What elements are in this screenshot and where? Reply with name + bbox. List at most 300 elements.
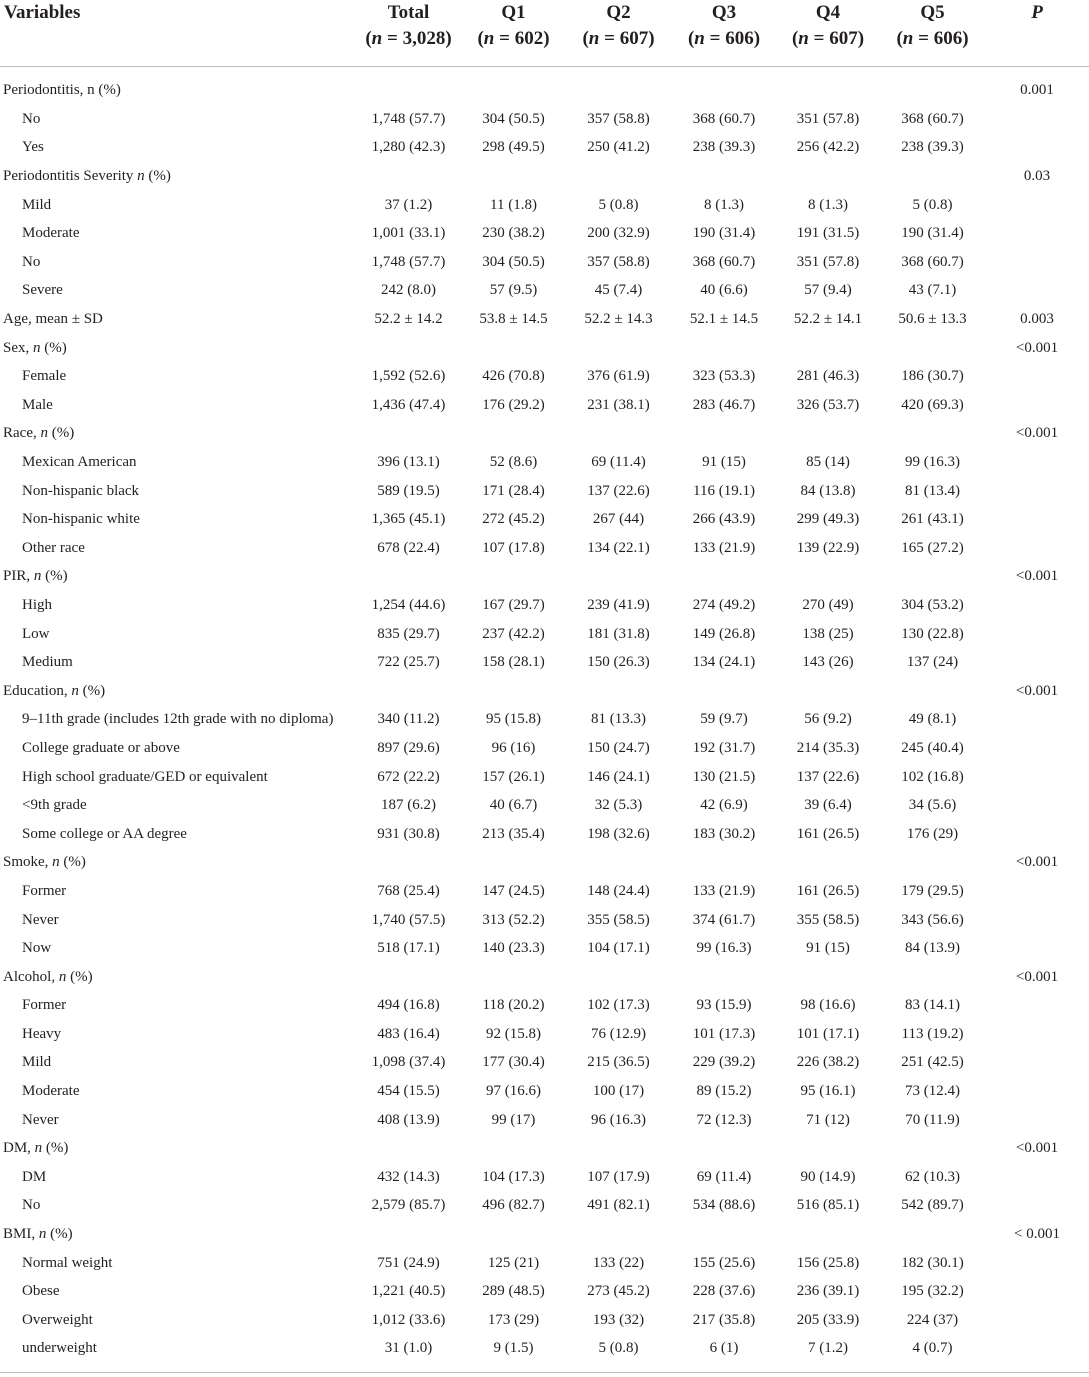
cell-value: 368 (60.7) [692, 110, 756, 127]
cell-value: 70 (11.9) [905, 1111, 960, 1128]
cell-value [880, 162, 985, 191]
cell-p-value: <0.001 [1015, 968, 1059, 985]
cell-p-value [985, 648, 1089, 677]
row-label-text: High school graduate/GED or equivalent [22, 768, 268, 785]
table-row [0, 477, 1089, 506]
cell-value: 230 (38.2) [482, 225, 545, 242]
cell-value [776, 1220, 880, 1249]
cell-value: 134 (24.1) [692, 654, 756, 671]
row-label [0, 677, 355, 706]
cell-value: 357 (58.8) [587, 110, 650, 127]
header-q2: Q2 (n = 607) [565, 0, 672, 66]
table-row [0, 1249, 1089, 1278]
cell-value: 155 (25.6) [692, 1254, 756, 1271]
cell-value: 76 (12.9) [591, 1025, 646, 1042]
table-group-row [0, 1134, 1089, 1163]
cell-value: 213 (35.4) [482, 825, 545, 842]
header-q1-name: Q1 [501, 2, 526, 23]
cell-value: 72 (12.3) [696, 1111, 752, 1128]
header-p [985, 0, 1089, 66]
cell-value: 191 (31.5) [796, 225, 860, 242]
table-body [0, 66, 1089, 1363]
row-label [0, 248, 355, 277]
row-label [0, 105, 355, 134]
row-label [0, 1277, 355, 1306]
row-label-text: Alcohol, [3, 968, 56, 985]
cell-value [672, 1134, 776, 1163]
row-label-n: n [33, 339, 41, 356]
row-label-text: College graduate or above [22, 739, 180, 756]
cell-p-value [985, 763, 1089, 792]
cell-p-value [985, 1192, 1089, 1221]
cell-value: 494 (16.8) [377, 997, 440, 1014]
table-row [0, 534, 1089, 563]
cell-value: 167 (29.7) [482, 596, 545, 613]
cell-value [462, 334, 565, 363]
cell-value: 205 (33.9) [796, 1311, 860, 1328]
spacer-row [0, 66, 1089, 77]
header-q4-n: 607 [829, 28, 858, 49]
cell-value [355, 963, 462, 992]
cell-value: 40 (6.7) [489, 797, 538, 814]
row-label-n: n [58, 968, 67, 985]
cell-value: 1,221 (40.5) [371, 1283, 446, 1300]
cell-value: 71 (12) [806, 1111, 850, 1128]
row-label-text: Female [22, 368, 67, 385]
cell-value: 236 (39.1) [796, 1283, 860, 1300]
cell-p-value: 0.03 [1023, 168, 1051, 185]
cell-value: 1,012 (33.6) [371, 1311, 446, 1328]
row-label-text: Age, mean ± SD [3, 311, 103, 328]
cell-value [462, 563, 565, 592]
cell-value: 95 (15.8) [486, 711, 541, 728]
header-q4-name: Q4 [815, 2, 841, 23]
cell-value: 137 (24) [906, 654, 959, 671]
table-row [0, 448, 1089, 477]
cell-value: 242 (8.0) [381, 282, 436, 299]
cell-value: 238 (39.3) [901, 139, 964, 156]
row-label [0, 134, 355, 163]
cell-value [776, 849, 880, 878]
cell-value: 5 (0.8) [598, 1340, 639, 1357]
cell-value: 231 (38.1) [587, 396, 650, 413]
table-row [0, 992, 1089, 1021]
cell-value: 190 (31.4) [692, 225, 756, 242]
cell-value: 52.2 ± 14.1 [793, 311, 863, 328]
row-label-suffix: (%) [70, 968, 93, 985]
cell-value: 1,592 (52.6) [371, 368, 446, 385]
cell-value [776, 677, 880, 706]
cell-value [355, 1134, 462, 1163]
cell-value: 355 (58.5) [587, 911, 650, 928]
cell-value: 408 (13.9) [377, 1111, 440, 1128]
header-total-n: 3,028 [402, 28, 446, 49]
cell-value: 130 (22.8) [901, 625, 964, 642]
row-label [0, 162, 355, 191]
cell-value [672, 963, 776, 992]
row-label [0, 992, 355, 1021]
row-label [0, 219, 355, 248]
row-label [0, 191, 355, 220]
cell-value [880, 77, 985, 106]
cell-value [462, 77, 565, 106]
cell-value: 304 (50.5) [482, 110, 545, 127]
cell-value: 176 (29) [906, 825, 959, 842]
table-row [0, 1306, 1089, 1335]
row-label [0, 420, 355, 449]
cell-value: 89 (15.2) [696, 1083, 752, 1100]
cell-value: 107 (17.8) [482, 539, 545, 556]
cell-value: 534 (88.6) [692, 1197, 756, 1214]
cell-value: 182 (30.1) [901, 1254, 964, 1271]
row-label [0, 505, 355, 534]
table-group-row [0, 563, 1089, 592]
cell-value [355, 849, 462, 878]
cell-value: 133 (21.9) [692, 882, 756, 899]
cell-value [355, 563, 462, 592]
row-label-suffix: (%) [45, 1140, 69, 1157]
cell-value: 1,748 (57.7) [371, 253, 446, 270]
cell-value [880, 849, 985, 878]
row-label-suffix: (%) [63, 854, 86, 871]
cell-p-value [985, 448, 1089, 477]
cell-value: 52.2 ± 14.3 [584, 311, 653, 328]
cell-p-value [985, 992, 1089, 1021]
row-label-text: Male [22, 396, 53, 413]
cell-value: 454 (15.5) [377, 1083, 440, 1100]
cell-p-value [985, 591, 1089, 620]
header-q2-name: Q2 [606, 2, 631, 23]
cell-p-value [985, 391, 1089, 420]
cell-value [565, 849, 672, 878]
cell-value: 139 (22.9) [796, 539, 860, 556]
cell-p-value [985, 105, 1089, 134]
cell-value: 73 (12.4) [905, 1083, 960, 1100]
cell-p-value [985, 1163, 1089, 1192]
table-row [0, 620, 1089, 649]
cell-value [880, 963, 985, 992]
cell-value: 49 (8.1) [908, 711, 957, 728]
row-label-text: Yes [22, 139, 44, 156]
cell-value [672, 563, 776, 592]
row-label [0, 648, 355, 677]
row-label [0, 906, 355, 935]
cell-value: 190 (31.4) [901, 225, 964, 242]
cell-p-value [985, 1020, 1089, 1049]
cell-value [565, 963, 672, 992]
row-label-text: DM [22, 1168, 47, 1185]
cell-value: 266 (43.9) [692, 511, 756, 528]
row-label-suffix: (%) [51, 425, 75, 442]
row-label [0, 391, 355, 420]
row-label-text: BMI, [3, 1226, 36, 1243]
cell-value: 84 (13.8) [800, 482, 856, 499]
cell-value [462, 1134, 565, 1163]
cell-value: 102 (16.8) [901, 768, 964, 785]
cell-value [672, 1220, 776, 1249]
row-label-text: Overweight [22, 1311, 93, 1328]
header-total-name: Total [387, 2, 430, 23]
cell-value: 1,748 (57.7) [371, 110, 446, 127]
row-label-text: No [22, 110, 41, 127]
table-group-row [0, 963, 1089, 992]
cell-value: 118 (20.2) [482, 997, 545, 1014]
cell-value: 1,740 (57.5) [371, 911, 446, 928]
table-row [0, 1077, 1089, 1106]
row-label [0, 1106, 355, 1135]
table-row [0, 877, 1089, 906]
header-q4: Q4 (n = 607) [776, 0, 880, 66]
cell-value: 5 (0.8) [912, 196, 953, 213]
row-label-text: Sex, [3, 339, 30, 356]
cell-value: 57 (9.4) [804, 282, 852, 299]
cell-value: 355 (58.5) [796, 911, 860, 928]
row-label-text: Former [22, 997, 67, 1014]
cell-value [880, 563, 985, 592]
row-label [0, 706, 355, 735]
cell-p-value: <0.001 [1015, 339, 1059, 356]
cell-value: 238 (39.3) [692, 139, 756, 156]
cell-value: 1,098 (37.4) [371, 1054, 446, 1071]
row-label-text: Education, [3, 682, 68, 699]
cell-value: 283 (46.7) [692, 396, 756, 413]
cell-value [776, 563, 880, 592]
table-row [0, 1335, 1089, 1364]
cell-value: 722 (25.7) [377, 654, 440, 671]
table-row [0, 362, 1089, 391]
row-label [0, 934, 355, 963]
cell-p-value [985, 1077, 1089, 1106]
cell-value: 250 (41.2) [587, 139, 650, 156]
cell-value: 101 (17.1) [796, 1025, 860, 1042]
row-label-text: underweight [22, 1340, 97, 1357]
cell-value: 137 (22.6) [587, 482, 650, 499]
cell-value: 217 (35.8) [692, 1311, 756, 1328]
cell-value: 187 (6.2) [381, 797, 436, 814]
cell-value: 768 (25.4) [377, 882, 440, 899]
cell-p-value [985, 219, 1089, 248]
cell-value: 173 (29) [487, 1311, 540, 1328]
row-label [0, 1249, 355, 1278]
table-row [0, 391, 1089, 420]
row-label [0, 1163, 355, 1192]
row-label [0, 77, 355, 106]
header-q1-n: 602 [514, 28, 544, 49]
row-label [0, 763, 355, 792]
cell-p-value [985, 1106, 1089, 1135]
cell-value: 7 (1.2) [808, 1340, 848, 1357]
cell-value: 589 (19.5) [377, 482, 440, 499]
cell-value: 1,254 (44.6) [371, 596, 446, 613]
cell-value [672, 849, 776, 878]
cell-value: 53.8 ± 14.5 [479, 311, 548, 328]
cell-value [565, 334, 672, 363]
cell-value [355, 1220, 462, 1249]
cell-value: 116 (19.1) [693, 482, 755, 499]
cell-value: 39 (6.4) [804, 797, 852, 814]
cell-p-value [985, 877, 1089, 906]
cell-value: 147 (24.5) [482, 882, 545, 899]
cell-value: 239 (41.9) [587, 596, 650, 613]
cell-value: 50.6 ± 13.3 [898, 311, 967, 328]
cell-value: 99 (17) [491, 1111, 536, 1128]
row-label [0, 877, 355, 906]
cell-value: 304 (50.5) [482, 253, 545, 270]
table-row [0, 248, 1089, 277]
cell-p-value [985, 791, 1089, 820]
cell-value: 270 (49) [802, 596, 854, 613]
cell-value: 351 (57.8) [796, 253, 860, 270]
cell-p-value [985, 191, 1089, 220]
cell-value: 229 (39.2) [692, 1054, 756, 1071]
cell-value: 357 (58.8) [587, 253, 650, 270]
cell-value: 113 (19.2) [901, 1025, 964, 1042]
cell-value: 1,436 (47.4) [371, 396, 446, 413]
cell-value: 91 (15) [806, 940, 850, 957]
row-label-text: Never [22, 1111, 59, 1128]
cell-p-value: < 0.001 [1014, 1226, 1060, 1243]
cell-p-value [985, 134, 1089, 163]
cell-value: 483 (16.4) [377, 1025, 440, 1042]
cell-value: 897 (29.6) [377, 739, 440, 756]
table-row [0, 734, 1089, 763]
cell-p-value: <0.001 [1015, 1140, 1059, 1157]
cell-p-value [985, 277, 1089, 306]
cell-value [672, 420, 776, 449]
row-label [0, 820, 355, 849]
cell-p-value: <0.001 [1015, 425, 1059, 442]
row-label-text: DM, [3, 1140, 31, 1157]
bottom-rule [0, 1372, 1089, 1373]
cell-p-value [985, 505, 1089, 534]
cell-value: 69 (11.4) [696, 1168, 752, 1185]
cell-value: 133 (21.9) [692, 539, 756, 556]
cell-value: 99 (16.3) [696, 940, 752, 957]
cell-value: 90 (14.9) [800, 1168, 856, 1185]
cell-value [776, 1134, 880, 1163]
cell-value: 518 (17.1) [377, 940, 440, 957]
row-label [0, 362, 355, 391]
cell-value [880, 334, 985, 363]
cell-value: 98 (16.6) [800, 997, 856, 1014]
cell-value: 9 (1.5) [493, 1340, 534, 1357]
table-row [0, 1192, 1089, 1221]
cell-value: 343 (56.6) [901, 911, 964, 928]
cell-value: 85 (14) [806, 454, 850, 471]
cell-value: 313 (52.2) [482, 911, 545, 928]
table-row [0, 791, 1089, 820]
row-label-n: n [137, 168, 145, 185]
header-q5-n: 606 [933, 28, 963, 49]
cell-value: 161 (26.5) [796, 882, 860, 899]
row-label [0, 791, 355, 820]
cell-p-value [985, 1249, 1089, 1278]
table-group-row [0, 420, 1089, 449]
header-q2-n: 607 [619, 28, 649, 49]
cell-value [462, 420, 565, 449]
cell-value [565, 677, 672, 706]
cell-value: 57 (9.5) [489, 282, 538, 299]
cell-value: 8 (1.3) [808, 196, 848, 213]
row-label-n: n [33, 568, 42, 585]
row-label-text: No [22, 1197, 41, 1214]
cell-value [565, 77, 672, 106]
row-label [0, 534, 355, 563]
row-label [0, 448, 355, 477]
cell-value: 150 (26.3) [587, 654, 650, 671]
row-label [0, 305, 355, 334]
cell-value: 274 (49.2) [692, 596, 756, 613]
cell-value [776, 77, 880, 106]
row-label-text: Former [22, 882, 67, 899]
cell-p-value [985, 1277, 1089, 1306]
cell-value: 298 (49.5) [482, 139, 545, 156]
cell-value [462, 677, 565, 706]
cell-value [565, 1220, 672, 1249]
cell-value: 273 (45.2) [587, 1283, 650, 1300]
cell-value [462, 1220, 565, 1249]
row-label-text: Heavy [22, 1025, 62, 1042]
table-row [0, 277, 1089, 306]
cell-value: 272 (45.2) [482, 511, 545, 528]
cell-value: 97 (16.6) [486, 1083, 541, 1100]
cell-value: 133 (22) [592, 1254, 645, 1271]
row-label-text: Periodontitis Severity [3, 168, 134, 185]
cell-value: 34 (5.6) [908, 797, 957, 814]
cell-value: 156 (25.8) [796, 1254, 860, 1271]
header-variables: Variables [0, 0, 355, 66]
table-group-row [0, 334, 1089, 363]
cell-value: 251 (42.5) [901, 1054, 964, 1071]
cell-value: 149 (26.8) [692, 625, 756, 642]
cell-value: 62 (10.3) [905, 1168, 960, 1185]
table-row [0, 1163, 1089, 1192]
cell-value: 672 (22.2) [377, 768, 440, 785]
row-label-text: Low [22, 625, 50, 642]
cell-value: 107 (17.9) [587, 1168, 650, 1185]
cell-value: 59 (9.7) [700, 711, 748, 728]
table-row [0, 219, 1089, 248]
row-label [0, 591, 355, 620]
row-label-n: n [71, 682, 79, 699]
table-group-row [0, 849, 1089, 878]
cell-value [565, 1134, 672, 1163]
cell-value: 31 (1.0) [384, 1340, 433, 1357]
row-label-suffix: (%) [45, 568, 68, 585]
cell-value: 224 (37) [906, 1311, 959, 1328]
cell-p-value [985, 620, 1089, 649]
row-label [0, 1077, 355, 1106]
cell-value: 176 (29.2) [482, 396, 545, 413]
cell-value: 11 (1.8) [490, 196, 537, 213]
cell-value: 138 (25) [802, 625, 854, 642]
row-label [0, 963, 355, 992]
row-label-text: Normal weight [22, 1254, 113, 1271]
cell-value: 2,579 (85.7) [371, 1197, 446, 1214]
cell-value [672, 77, 776, 106]
row-label-text: Now [22, 940, 52, 957]
cell-value: 96 (16.3) [591, 1111, 646, 1128]
cell-value: 432 (14.3) [377, 1168, 440, 1185]
cell-value: 183 (30.2) [692, 825, 756, 842]
cell-value: 396 (13.1) [377, 454, 440, 471]
cell-value: 1,001 (33.1) [371, 225, 446, 242]
cell-value: 228 (37.6) [692, 1283, 756, 1300]
cell-value: 104 (17.3) [482, 1168, 545, 1185]
row-label-suffix: (%) [148, 168, 171, 185]
row-label-text: Mild [22, 1054, 52, 1071]
table-row [0, 105, 1089, 134]
